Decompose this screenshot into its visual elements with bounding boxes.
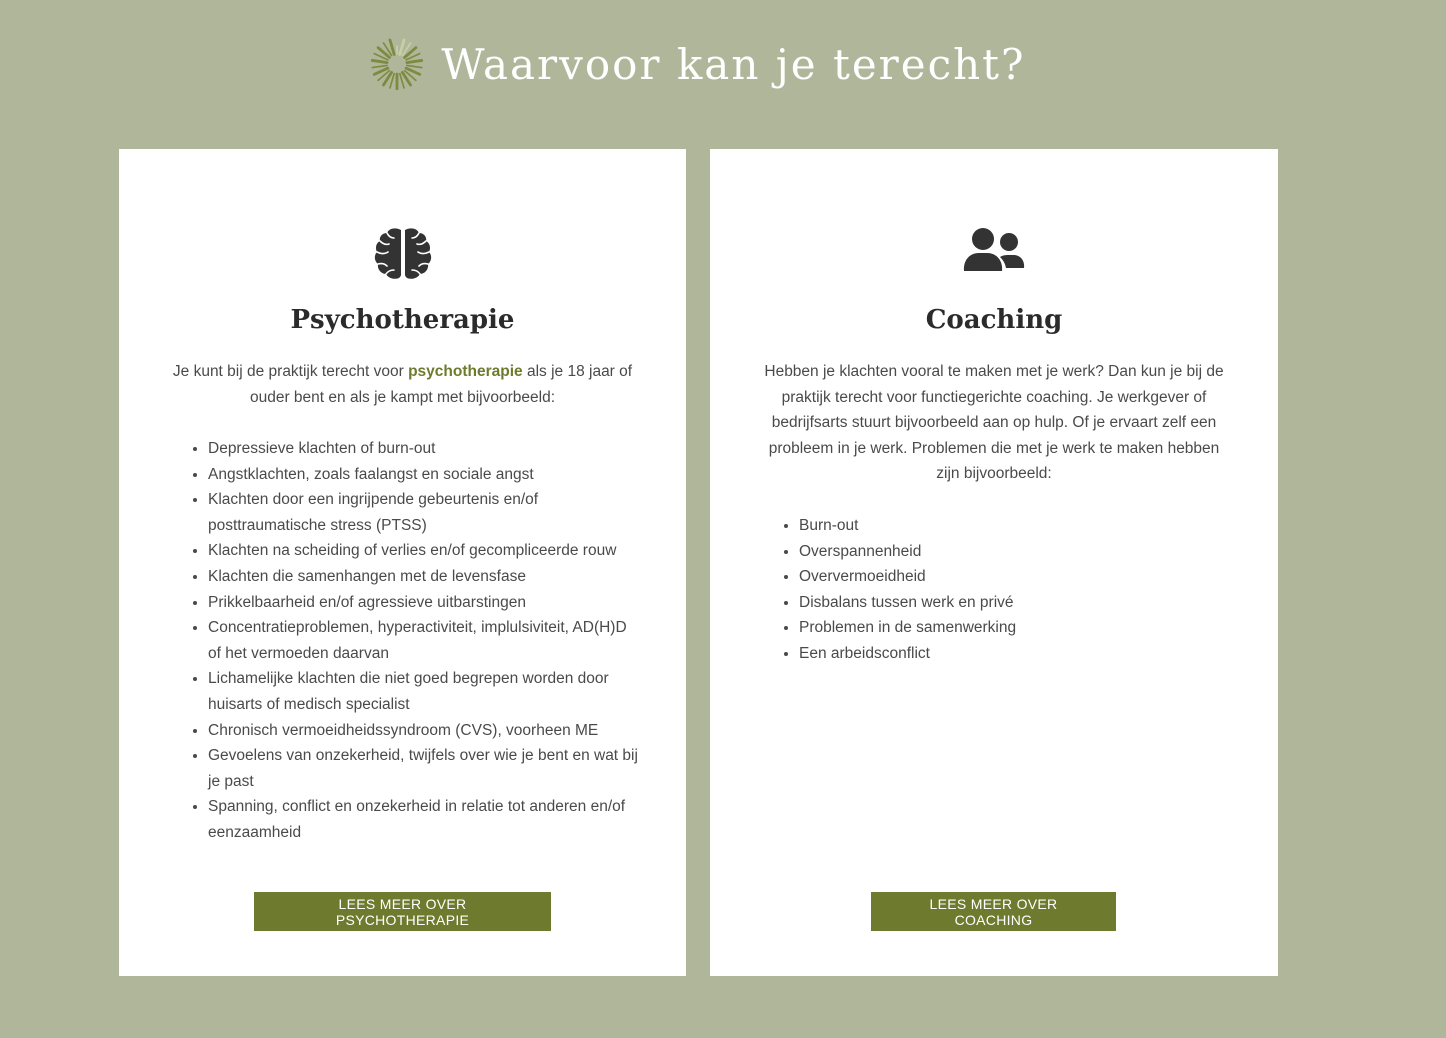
read-more-psychotherapy-button[interactable]: LEES MEER OVER PSYCHOTHERAPIE <box>254 892 551 931</box>
list-item: • Gevoelens van onzekerheid, twijfels over wie je bent en wat bij je past <box>208 743 638 794</box>
list-item: • Concentratieproblemen, hyperactiviteit, implulsiviteit, AD(H)D of het vermoeden daarvan <box>208 615 638 666</box>
section-header <box>0 38 1397 90</box>
brain-icon <box>374 227 432 279</box>
coaching-card <box>710 149 1278 976</box>
problems-list <box>758 513 1230 667</box>
list-item: • Angstklachten, zoals faalangst en sociale angst <box>208 462 638 488</box>
list-item: • Klachten na scheiding of verlies en/of gecompliceerde rouw <box>208 538 638 564</box>
list-item: • Disbalans tussen werk en privé <box>799 590 1230 616</box>
card-icon-wrapper <box>119 227 686 279</box>
intro-text: Je kunt bij de praktijk terecht voor <box>172 363 409 380</box>
complaints-list <box>167 436 638 846</box>
list-item: • Prikkelbaarheid en/of agressieve uitbarstingen <box>208 590 638 616</box>
list-item: • Overspannenheid <box>799 539 1230 565</box>
list-item: • Chronisch vermoeidheidssyndroom (CVS), voorheen ME <box>208 718 638 744</box>
card-intro <box>167 359 638 410</box>
list-item: • Klachten die samenhangen met de levensfase <box>208 564 638 590</box>
section-title: Waarvoor kan je terecht? <box>441 39 1026 89</box>
intro-text: als je 18 jaar of ouder bent en als je kampt met bijvoorbeeld: <box>249 363 633 406</box>
psychotherapy-card <box>119 149 686 976</box>
sun-burst-logo-icon <box>371 38 423 90</box>
card-intro: Hebben je klachten vooral te maken met je werk? Dan kun je bij de praktijk terecht voor functiegerichte coaching. Je werkgever of bedrijfsarts stuurt bijvoorbeeld aan op hulp. Of je ervaart zelf een probleem in je werk. Problemen die met je werk te maken hebben zijn bijvoorbeeld: <box>764 363 1224 482</box>
list-item: • Klachten door een ingrijpende gebeurtenis en/of posttraumatische stress (PTSS) <box>208 487 638 538</box>
read-more-coaching-button[interactable]: LEES MEER OVER COACHING <box>871 892 1116 931</box>
list-item: • Burn-out <box>799 513 1230 539</box>
card-title: Psychotherapie <box>290 305 515 335</box>
list-item: • Spanning, conflict en onzekerheid in relatie tot anderen en/of eenzaamheid <box>208 794 638 845</box>
psychotherapy-link[interactable]: psychotherapie <box>408 363 523 380</box>
card-title: Coaching <box>925 305 1063 335</box>
users-icon <box>962 227 1026 273</box>
list-item: • Lichamelijke klachten die niet goed begrepen worden door huisarts of medisch specialist <box>208 666 638 717</box>
list-item: • Een arbeidsconflict <box>799 641 1230 667</box>
list-item: • Oververmoeidheid <box>799 564 1230 590</box>
list-item: • Problemen in de samenwerking <box>799 615 1230 641</box>
list-item: • Depressieve klachten of burn-out <box>208 436 638 462</box>
card-icon-wrapper <box>710 227 1278 273</box>
